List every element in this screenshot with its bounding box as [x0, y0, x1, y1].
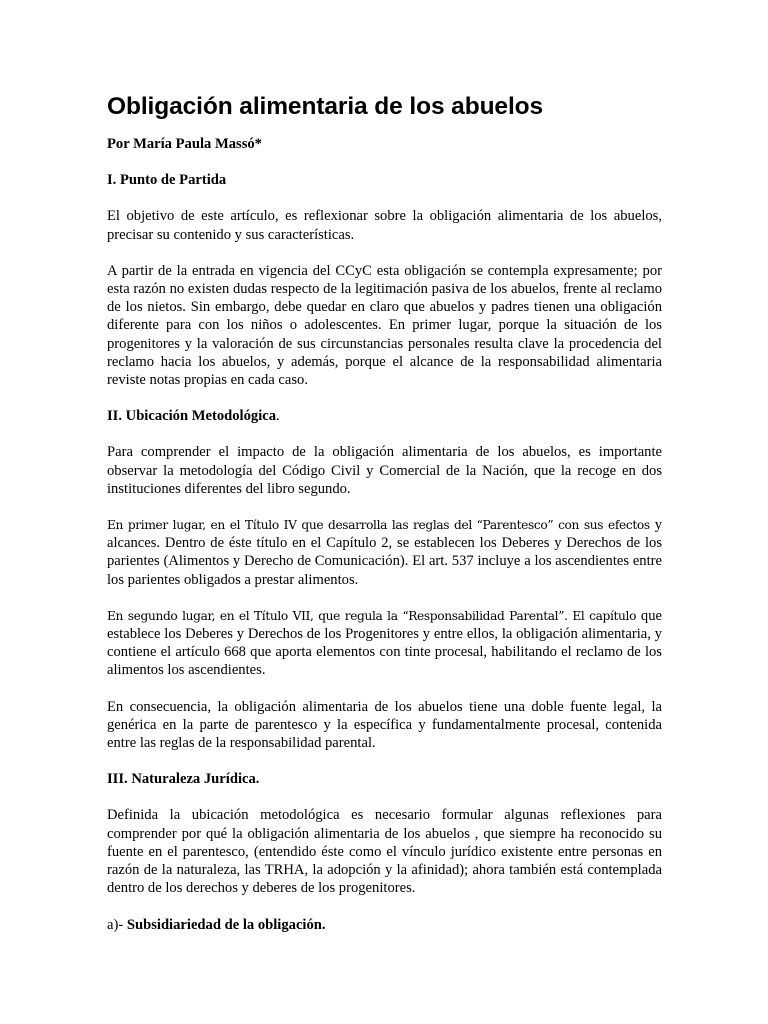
paragraph: A partir de la entrada en vigencia del CCyC esta obligación se contempla expresamente; por esta razón no existen dudas respecto de la legitimación pasiva de los abuelos, frente al reclamo de los nietos. Sin embargo, debe quedar en claro que abuelos y padres tienen una obligación diferente para con los niños o adolescentes. En primer lugar, porque la situación de los progenitores y la valoración de sus circunstancias personales resulta clave la procedencia del reclamo hacia los abuelos, y además, porque el alcance de la responsabilidad alimentaria reviste notas propias en cada caso. — [107, 262, 662, 389]
paragraph — [107, 607, 662, 680]
paragraph-lead: En segundo lugar, en el Título VII, que regula la “Responsabilidad Parental”. El capítulo — [107, 608, 637, 623]
subsection-prefix: a)- — [107, 916, 127, 933]
section-heading-2 — [107, 407, 662, 425]
paragraph-rest: que establece los Deberes y Derechos de los Progenitores y entre ellos, la obligación alimentaria, y contiene el artículo 668 que aporta elementos con tinte procesal, habilitando el reclamo de los alimentos los ascendientes. — [107, 607, 662, 679]
paragraph — [107, 516, 662, 589]
section-heading-3: III. Naturaleza Jurídica. — [107, 771, 260, 788]
subsection-heading — [107, 916, 662, 934]
paragraph: Definida la ubicación metodológica es necesario formular algunas reflexiones para comprender por qué la obligación alimentaria de los abuelos , que siempre ha reconocido su fuente en el parentesco, (entendido éste como el vínculo jurídico existente entre personas en razón de la naturaleza, las TRHA, la adopción y la afinidad); ahora también está contemplada dentro de los derechos y deberes de los progenitores. — [107, 807, 662, 897]
subsection-title: Subsidiariedad de la obligación. — [126, 916, 326, 933]
paragraph: El objetivo de este artículo, es reflexionar sobre la obligación alimentaria de los abuelos, precisar su contenido y sus características. — [107, 208, 662, 243]
section-heading-1: I. Punto de Partida — [107, 172, 227, 189]
paragraph: En consecuencia, la obligación alimentaria de los abuelos tiene una doble fuente legal, la genérica en la parte de parentesco y la específica y fundamentalmente procesal, contenida entre las reglas de la responsabilidad parental. — [107, 698, 662, 752]
paragraph: Para comprender el impacto de la obligación alimentaria de los abuelos, es importante observar la metodología del Código Civil y Comercial de la Nación, que la recoge en dos instituciones diferentes del libro segundo. — [107, 444, 662, 497]
paragraph-lead: En primer lugar, en el Título IV que desarrolla las reglas del “Parentesco” con sus efectos — [107, 518, 650, 533]
document-title: Obligación alimentaria de los abuelos — [107, 93, 544, 120]
document-content — [107, 92, 662, 934]
paragraph-rest: y alcances. Dentro de éste título en el Capítulo 2, se establecen los Deberes y Derechos de los parientes (Alimentos y Derecho de Comunicación). El art. 537 incluye a los ascendientes entre los parientes obligados a prestar alimentos. — [107, 517, 662, 588]
author-line: Por María Paula Massó* — [107, 136, 262, 152]
section-heading-2-period: . — [276, 408, 280, 425]
section-heading-2-text: II. Ubicación Metodológica — [107, 408, 277, 425]
